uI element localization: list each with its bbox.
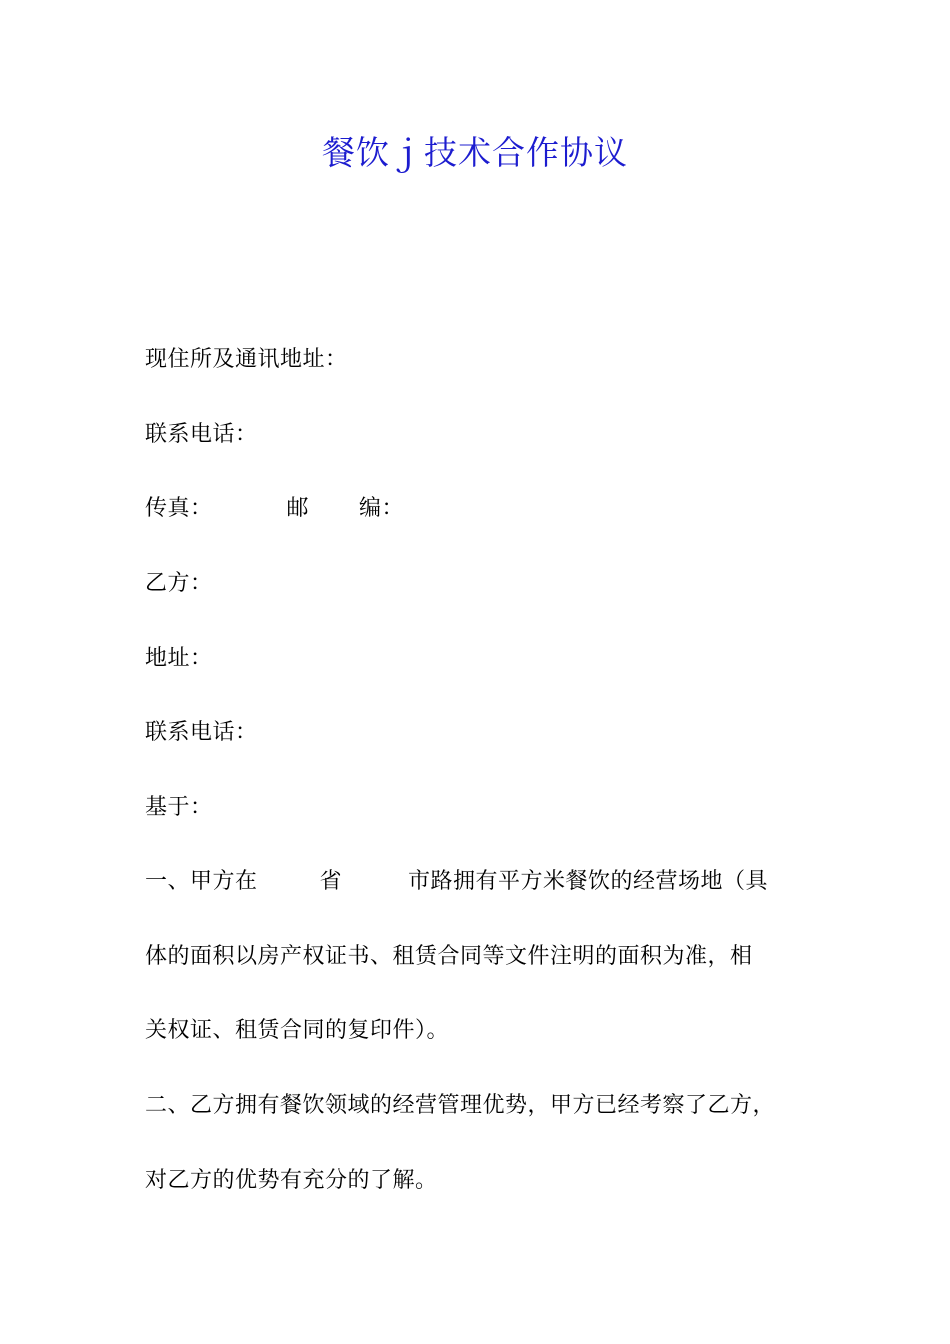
fax-label: 传真： [145, 496, 213, 521]
document-title: 餐饮ｊ技术合作协议 [322, 133, 628, 172]
address-line: 现住所及通讯地址： [145, 347, 348, 372]
clause-2-line-1: 二、乙方拥有餐饮领域的经营管理优势，甲方已经考察了乙方， [145, 1093, 776, 1118]
fax-postcode-line [145, 494, 404, 524]
party-b-line: 乙方： [145, 571, 213, 596]
party-b-address-line: 地址： [145, 646, 213, 671]
postcode-label-part1: 邮 [286, 496, 310, 521]
based-on-line: 基于： [145, 795, 213, 820]
postcode-label-part2: 编： [359, 496, 405, 521]
phone-line-b: 联系电话： [145, 720, 258, 745]
clause-1-continuation: 市路拥有平方米餐饮的经营场地（具 [408, 869, 769, 894]
clause-2-line-2: 对乙方的优势有充分的了解。 [145, 1168, 438, 1193]
clause-1-province: 省 [319, 869, 343, 894]
clause-1-line-1 [145, 867, 768, 897]
clause-1-intro: 一、甲方在 [145, 869, 258, 894]
clause-1-line-2: 体的面积以房产权证书、租赁合同等文件注明的面积为准，相 [145, 944, 753, 969]
phone-line-a: 联系电话： [145, 422, 258, 447]
clause-1-line-3: 关权证、租赁合同的复印件）。 [145, 1018, 450, 1043]
